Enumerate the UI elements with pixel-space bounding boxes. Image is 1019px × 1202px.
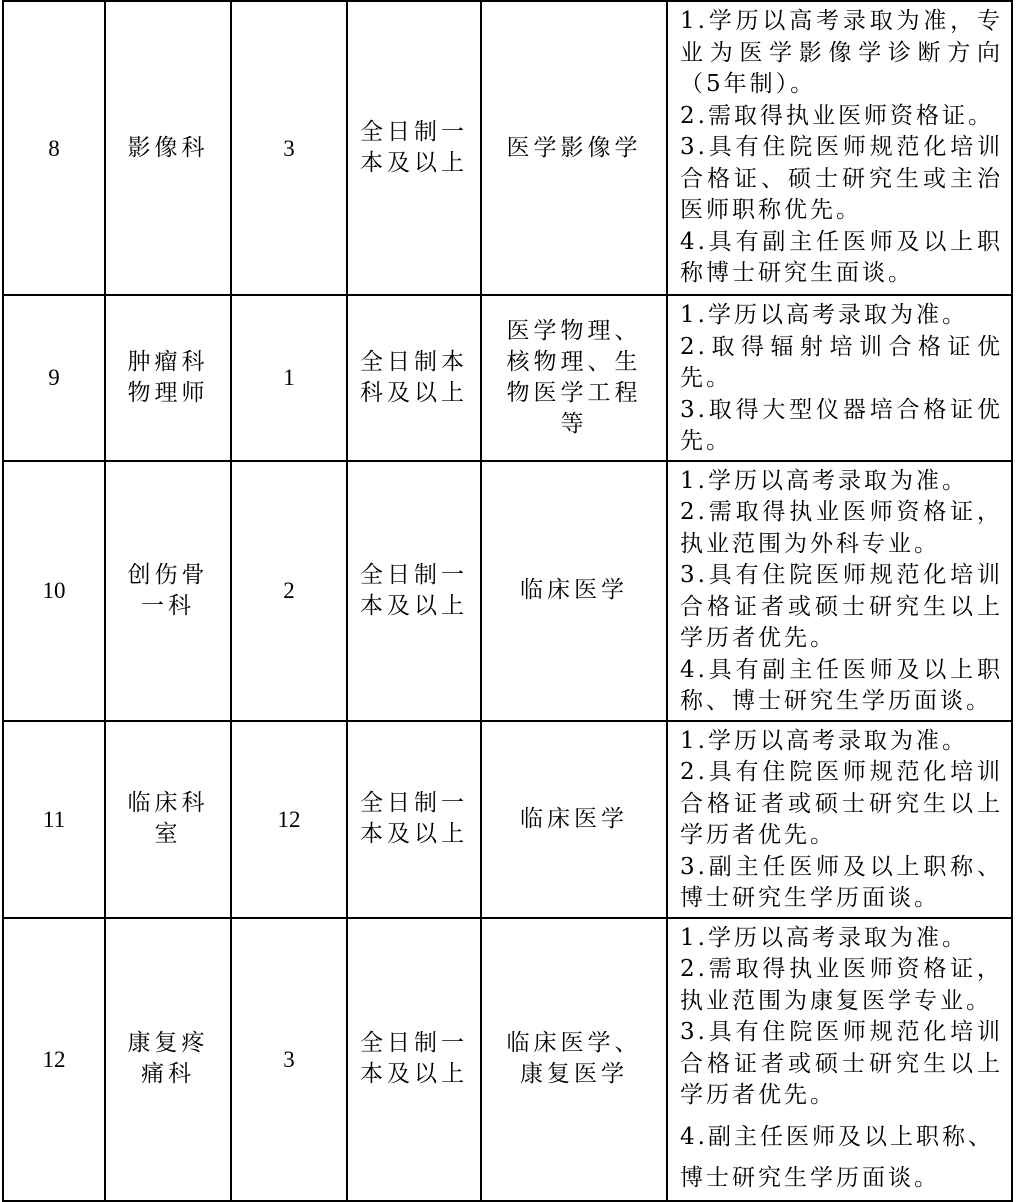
table-row bbox=[3, 918, 1012, 1201]
requirement-item: 3.副主任医师及以上职称、博士研究生学历面谈。 bbox=[680, 853, 1003, 911]
department-name: 创伤骨一科 bbox=[127, 561, 209, 619]
requirement-item: 4.副主任医师及以上职称、 bbox=[680, 1123, 994, 1150]
requirement-item: 4.具有副主任医师及以上职称博士研究生面谈。 bbox=[680, 228, 1003, 286]
row-number: 10 bbox=[3, 461, 105, 721]
row-number: 11 bbox=[3, 721, 105, 918]
department-name: 临床科室 bbox=[127, 790, 209, 847]
headcount: 2 bbox=[231, 461, 347, 721]
major-name: 临床医学 bbox=[520, 577, 628, 603]
education-cell bbox=[347, 1, 481, 295]
major-name: 医学影像学 bbox=[506, 134, 642, 161]
major-name: 临床医学 bbox=[520, 805, 628, 832]
major-cell bbox=[481, 1, 667, 295]
major-cell bbox=[481, 461, 667, 721]
table-row bbox=[3, 721, 1012, 918]
department-cell bbox=[105, 295, 231, 461]
education-cell bbox=[347, 918, 481, 1201]
requirements-cell bbox=[667, 918, 1012, 1201]
requirement-item: 2.需取得执业医师资格证。 bbox=[680, 102, 994, 129]
requirement-item: 3.取得大型仪器培合格证优先。 bbox=[680, 396, 1003, 454]
major-name: 临床医学、康复医学 bbox=[506, 1030, 642, 1087]
recruitment-table bbox=[2, 0, 1013, 1202]
requirement-item: 1.学历以高考录取为准。 bbox=[680, 302, 968, 328]
education-level: 全日制一本及以上 bbox=[360, 119, 468, 176]
requirement-item: 4.具有副主任医师及以上职称、博士研究生学历面谈。 bbox=[680, 656, 1003, 714]
education-cell bbox=[347, 461, 481, 721]
education-cell bbox=[347, 295, 481, 461]
department-cell bbox=[105, 1, 231, 295]
department-name: 肿瘤科物理师 bbox=[127, 348, 209, 406]
requirement-item: 1.学历以高考录取为准。 bbox=[680, 727, 968, 754]
row-number: 12 bbox=[3, 918, 105, 1201]
requirement-item: 1.学历以高考录取为准。 bbox=[680, 924, 968, 951]
education-level: 全日制一本及以上 bbox=[360, 790, 468, 847]
requirement-item: 博士研究生学历面谈。 bbox=[680, 1165, 940, 1191]
headcount: 1 bbox=[231, 295, 347, 461]
major-cell bbox=[481, 918, 667, 1201]
education-cell bbox=[347, 721, 481, 918]
department-cell bbox=[105, 461, 231, 721]
department-cell bbox=[105, 721, 231, 918]
requirements-cell bbox=[667, 721, 1012, 918]
row-number: 8 bbox=[3, 1, 105, 295]
department-cell bbox=[105, 918, 231, 1201]
requirement-item: 1.学历以高考录取为准。 bbox=[680, 467, 968, 494]
requirement-item: 3.具有住院医师规范化培训合格证者或硕士研究生以上学历者优先。 bbox=[680, 562, 1003, 651]
education-level: 全日制一本及以上 bbox=[360, 1030, 468, 1087]
requirement-item: 2.需取得执业医师资格证，执业范围为外科专业。 bbox=[680, 499, 1003, 557]
requirement-item: 3.具有住院医师规范化培训合格证、硕士研究生或主治医师职称优先。 bbox=[680, 134, 1003, 223]
major-cell bbox=[481, 295, 667, 461]
requirement-item: 1.学历以高考录取为准，专业为医学影像学诊断方向（5年制）。 bbox=[680, 8, 1003, 97]
requirement-item: 2.具有住院医师规范化培训合格证者或硕士研究生以上学历者优先。 bbox=[680, 759, 1003, 848]
table-row bbox=[3, 1, 1012, 295]
education-level: 全日制一本及以上 bbox=[360, 561, 468, 619]
headcount: 12 bbox=[231, 721, 347, 918]
headcount: 3 bbox=[231, 918, 347, 1201]
department-name: 康复疼痛科 bbox=[127, 1030, 209, 1087]
table-row bbox=[3, 461, 1012, 721]
requirements-cell bbox=[667, 461, 1012, 721]
department-name: 影像科 bbox=[127, 134, 209, 161]
requirements-cell bbox=[667, 1, 1012, 295]
requirement-item: 3.具有住院医师规范化培训合格证者或硕士研究生以上学历者优先。 bbox=[680, 1019, 1003, 1108]
row-number: 9 bbox=[3, 295, 105, 461]
major-cell bbox=[481, 721, 667, 918]
requirement-item: 2.需取得执业医师资格证，执业范围为康复医学专业。 bbox=[680, 956, 1003, 1014]
major-name: 医学物理、核物理、生物医学工程等 bbox=[506, 317, 642, 437]
requirements-cell bbox=[667, 295, 1012, 461]
requirement-item: 2.取得辐射培训合格证优先。 bbox=[680, 333, 1003, 391]
table-row bbox=[3, 295, 1012, 461]
headcount: 3 bbox=[231, 1, 347, 295]
education-level: 全日制本科及以上 bbox=[360, 348, 468, 406]
